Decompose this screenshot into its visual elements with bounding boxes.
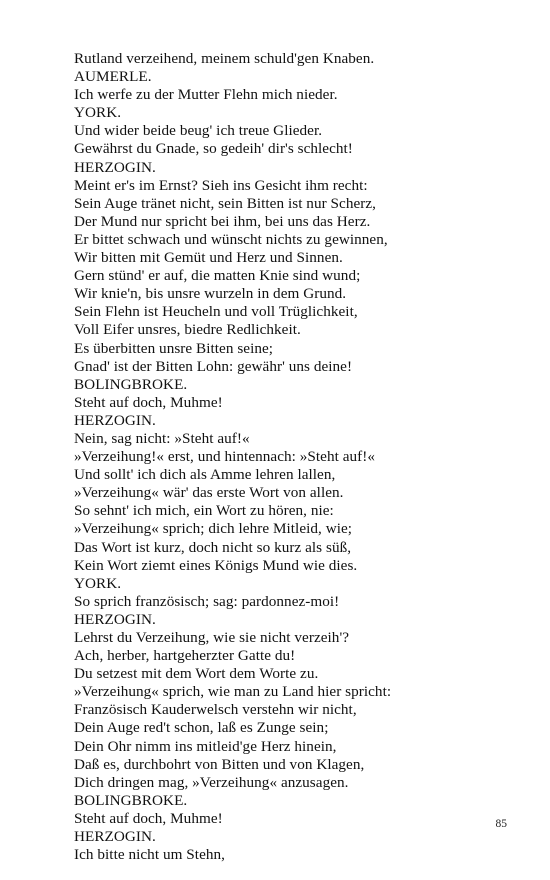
text-line: Dein Auge red't schon, laß es Zunge sein;: [74, 719, 329, 737]
text-line: Steht auf doch, Muhme!: [74, 393, 223, 411]
speaker-label: BOLINGBROKE.: [74, 791, 188, 809]
text-line: Es überbitten unsre Bitten seine;: [74, 339, 274, 357]
text-line: Steht auf doch, Muhme!: [74, 809, 223, 827]
speaker-label: HERZOGIN.: [74, 158, 156, 176]
text-line: Sein Auge tränet nicht, sein Bitten ist nur Scherz,: [74, 194, 377, 212]
text-line: Gnad' ist der Bitten Lohn: gewähr' uns deine!: [74, 357, 353, 375]
text-line: Wir knie'n, bis unsre wurzeln in dem Grund.: [74, 285, 347, 303]
text-line: Französisch Kauderwelsch verstehn wir nicht,: [74, 701, 357, 719]
text-line: So sprich französisch; sag: pardonnez-moi!: [74, 592, 340, 610]
speaker-label: BOLINGBROKE.: [74, 375, 188, 393]
text-line: Meint er's im Ernst? Sieh ins Gesicht ihm recht:: [74, 176, 368, 194]
text-line: Du setzest mit dem Wort dem Worte zu.: [74, 665, 319, 683]
speaker-label: YORK.: [74, 104, 122, 122]
text-line: Lehrst du Verzeihung, wie sie nicht verzeih'?: [74, 629, 350, 646]
text-line: Ich werfe zu der Mutter Flehn mich nieder.: [74, 86, 338, 104]
text-line: Und sollt' ich dich als Amme lehren lallen,: [74, 466, 336, 484]
text-line: Wir bitten mit Gemüt und Herz und Sinnen.: [74, 249, 343, 267]
speaker-label: AUMERLE.: [74, 68, 152, 86]
text-line: Dein Ohr nimm ins mitleid'ge Herz hinein,: [74, 737, 337, 755]
speaker-label: YORK.: [74, 574, 122, 592]
text-line: »Verzeihung« wär' das erste Wort von allen.: [74, 484, 344, 502]
text-line: Der Mund nur spricht bei ihm, bei uns das Herz.: [74, 212, 371, 230]
text-line: Ich bitte nicht um Stehn,: [74, 846, 225, 864]
text-line: »Verzeihung« sprich, wie man zu Land hier spricht:: [74, 683, 392, 701]
text-line: Gewährst du Gnade, so gedeih' dir's schlecht!: [74, 140, 353, 158]
text-line: Nein, sag nicht: »Steht auf!«: [74, 429, 250, 447]
text-line: Daß es, durchbohrt von Bitten und von Klagen,: [74, 755, 365, 773]
speaker-label: HERZOGIN.: [74, 828, 156, 846]
text-line: Gern stünd' er auf, die matten Knie sind wund;: [74, 267, 361, 285]
text-line: Ach, herber, hartgeherzter Gatte du!: [74, 647, 296, 665]
text-line: Er bittet schwach und wünscht nichts zu gewinnen,: [74, 230, 388, 248]
text-line: »Verzeihung« sprich; dich lehre Mitleid, wie;: [74, 520, 353, 538]
page-number: 85: [495, 818, 507, 830]
text-line: »Verzeihung!« erst, und hintennach: »Steht auf!«: [74, 448, 376, 466]
text-line: Das Wort ist kurz, doch nicht so kurz als süß,: [74, 538, 352, 556]
speaker-label: HERZOGIN.: [74, 411, 156, 429]
text-line: So sehnt' ich mich, ein Wort zu hören, nie:: [74, 502, 334, 520]
text-line: Kein Wort ziemt eines Königs Mund wie dies.: [74, 556, 358, 574]
text-line: Rutland verzeihend, meinem schuld'gen Knaben.: [74, 50, 375, 67]
page-text: [74, 50, 514, 864]
text-line: Voll Eifer unsres, biedre Redlichkeit.: [74, 321, 301, 339]
text-line: Und wider beide beug' ich treue Glieder.: [74, 122, 323, 140]
speaker-label: HERZOGIN.: [74, 610, 156, 628]
text-line: Dich dringen mag, »Verzeihung« anzusagen.: [74, 773, 349, 791]
text-line: Sein Flehn ist Heucheln und voll Trüglichkeit,: [74, 303, 358, 321]
